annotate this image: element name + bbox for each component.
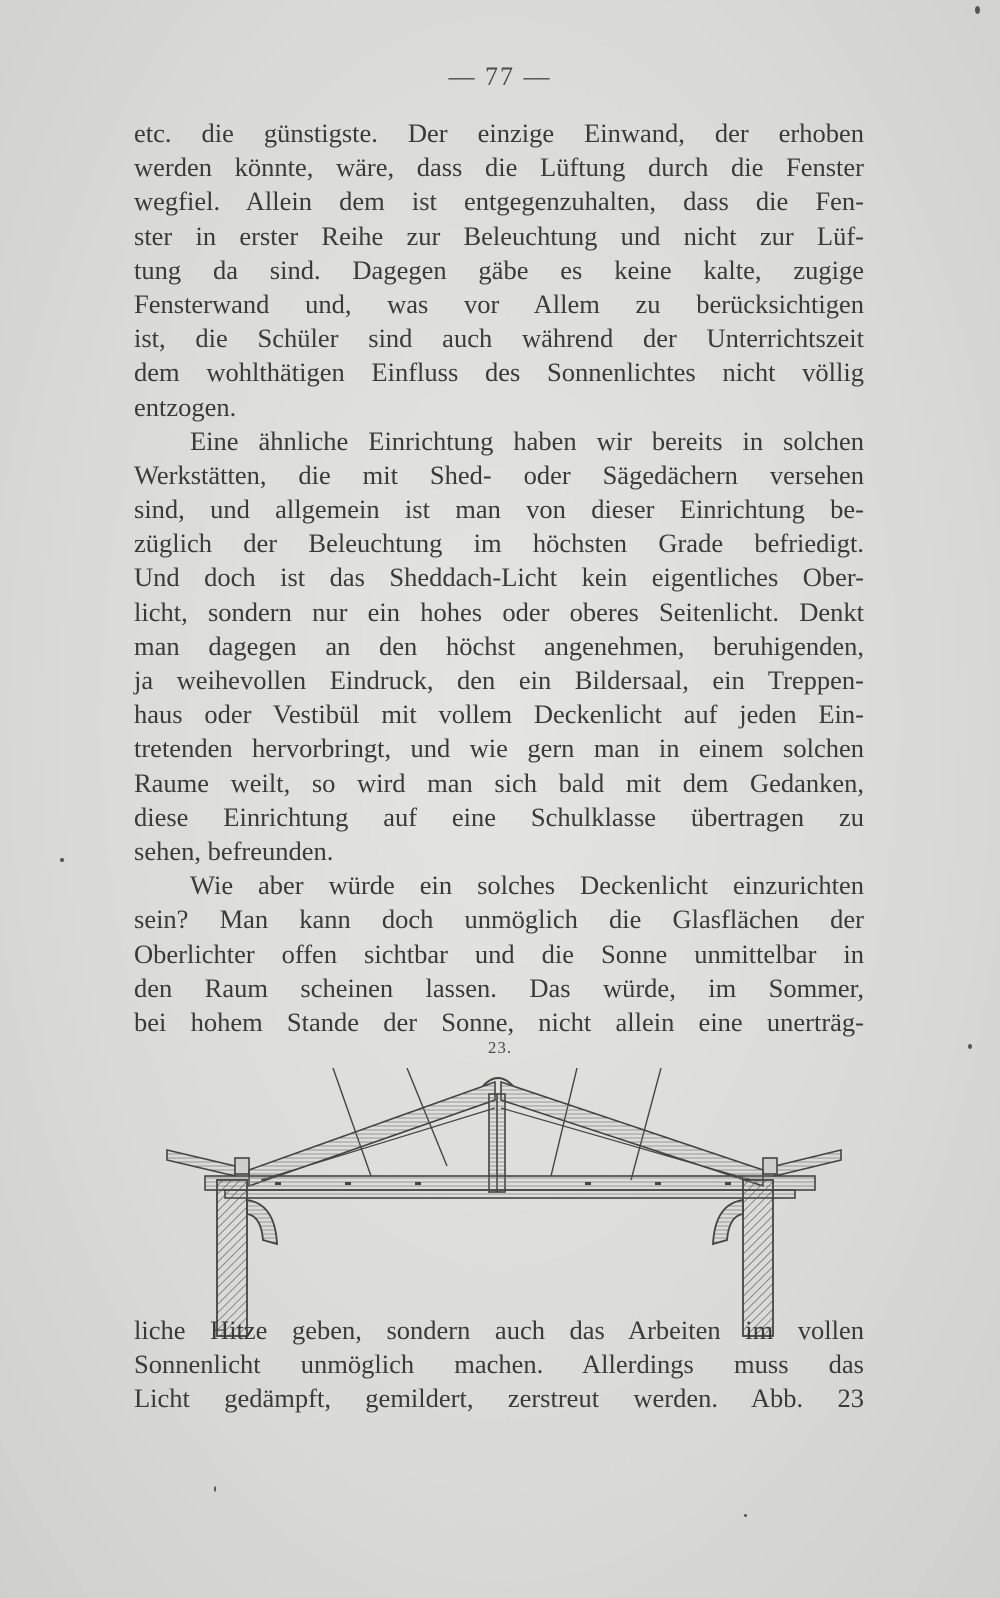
text-line: den Raum scheinen lassen. Das würde, im Sommer, xyxy=(134,972,864,1003)
text-line: Licht gedämpft, gemildert, zerstreut werden. Abb. 23 xyxy=(134,1383,864,1414)
body-text-bottom xyxy=(134,1313,864,1416)
paper-speck xyxy=(968,1044,972,1049)
text-line: züglich der Beleuchtung im höchsten Grade befriedigt. xyxy=(134,528,864,559)
left-eave xyxy=(167,1150,249,1176)
text-line: werden könnte, wäre, dass die Lüftung durch die Fenster xyxy=(134,152,864,183)
text-line: Werkstätten, die mit Shed- oder Sägedächern versehen xyxy=(134,459,864,490)
text-line: entzogen. xyxy=(134,391,237,422)
text-line: sein? Man kann doch unmöglich die Glasflächen der xyxy=(134,904,864,935)
figure-number: 23. xyxy=(487,1038,513,1057)
text-line: ja weihevollen Eindruck, den ein Bildersaal, ein Treppen- xyxy=(134,665,864,695)
text-line: dem wohlthätigen Einfluss des Sonnenlichtes nicht völlig xyxy=(134,357,864,388)
text-line: sind, und allgemein ist man von dieser Einrichtung be- xyxy=(134,494,864,525)
text-line: liche Hitze geben, sondern auch das Arbeiten im vollen xyxy=(134,1315,864,1345)
paper-speck xyxy=(60,858,64,862)
text-line: Wie aber würde ein solches Deckenlicht einzurichten xyxy=(190,870,864,901)
text-line: sehen, befreunden. xyxy=(134,835,334,866)
text-line: haus oder Vestibül mit vollem Deckenlicht auf jeden Ein- xyxy=(134,699,864,730)
text-line: etc. die günstigste. Der einzige Einwand, der erhoben xyxy=(134,118,864,148)
right-eave xyxy=(763,1150,841,1176)
roof-section-drawing xyxy=(165,1068,845,1338)
text-line: Oberlichter offen sichtbar und die Sonne unmittelbar in xyxy=(134,938,864,969)
paper-speck xyxy=(744,1514,747,1517)
text-line: Und doch ist das Sheddach-Licht kein eigentliches Ober- xyxy=(134,562,864,593)
text-line: diese Einrichtung auf eine Schulklasse übertragen zu xyxy=(134,801,864,832)
text-line: tung da sind. Dagegen gäbe es keine kalte, zugige xyxy=(134,254,864,285)
text-line: bei hohem Stande der Sonne, nicht allein eine unerträg- xyxy=(134,1006,864,1037)
page-number: — 77 — xyxy=(448,62,552,91)
text-line: Eine ähnliche Einrichtung haben wir bereits in solchen xyxy=(190,425,864,456)
tie-beam xyxy=(205,1176,815,1198)
paper-speck xyxy=(975,6,980,14)
text-line: Fensterwand und, was vor Allem zu berücksichtigen xyxy=(134,288,864,319)
text-line: wegfiel. Allein dem ist entgegenzuhalten, dass die Fen- xyxy=(134,186,864,217)
body-text-top xyxy=(134,116,864,1039)
paper-speck xyxy=(214,1486,216,1492)
text-line: ist, die Schüler sind auch während der Unterrichtszeit xyxy=(134,323,864,354)
text-line: Raume weilt, so wird man sich bald mit dem Gedanken, xyxy=(134,767,864,798)
text-line: licht, sondern nur ein hohes oder oberes Seitenlicht. Denkt xyxy=(134,596,864,627)
text-line: man dagegen an den höchst angenehmen, beruhigenden, xyxy=(134,630,864,661)
roof-slopes xyxy=(249,1078,763,1186)
roof-section-figure xyxy=(165,1068,845,1338)
text-line: ster in erster Reihe zur Beleuchtung und nicht zur Lüf- xyxy=(134,220,864,251)
text-line: tretenden hervorbringt, und wie gern man in einem solchen xyxy=(134,733,864,764)
text-line: Sonnenlicht unmöglich machen. Allerdings muss das xyxy=(134,1349,864,1380)
